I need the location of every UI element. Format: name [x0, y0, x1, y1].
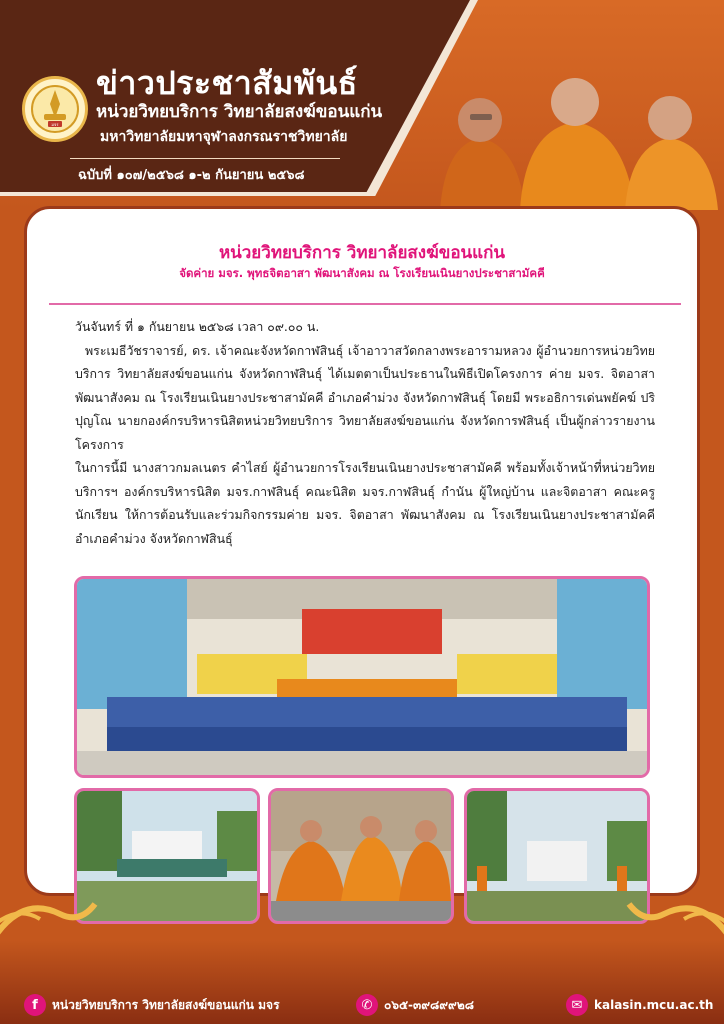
website-link[interactable]	[566, 994, 713, 1016]
issue-divider	[70, 158, 340, 159]
heading-divider	[49, 303, 681, 305]
phone-link[interactable]	[356, 994, 474, 1016]
paragraph-1: พระเมธีวัชราจารย์, ดร. เจ้าคณะจังหวัดกาฬสินธุ์ เจ้าอาวาสวัดกลางพระอารามหลวง ผู้อำนวยการหน่วยวิทยบริการ วิทยาลัยสงฆ์ขอนแก่น จังหวัดกาฬสินธุ์ ได้เมตตาเป็นประธานในพิธีเปิดโครงการ ค่าย มจร. จิตอาสา พัฒนาสังคม ณ โรงเรียนเนินยางประชาสามัคคี อำเภอคำม่วง จังหวัดกาฬสินธุ์ โดยมี พระอธิการเด่นพยัคฆ์ ปริปุญโณ นายกองค์กรบริหารนิสิตหน่วยวิทยบริการ วิทยาลัยสงฆ์ขอนแก่น จังหวัดการฬสินธุ์ เป็นผู้กล่าวรายงานโครงการ	[75, 342, 655, 452]
photo-monks-seated	[268, 788, 454, 924]
article-subheading: จัดค่าย มจร. พุทธจิตอาสา พัฒนาสังคม ณ โรงเรียนเนินยางประชาสามัคคี	[179, 266, 545, 280]
phone-icon: ✆	[356, 994, 378, 1016]
logo-text: มจร	[51, 122, 59, 127]
article-heading: หน่วยวิทยบริการ วิทยาลัยสงฆ์ขอนแก่น	[218, 243, 506, 263]
phone-label: ๐๖๕-๓๙๘๙๙๒๘	[384, 997, 474, 1012]
photo-monks-image	[271, 791, 451, 921]
college-logo	[22, 76, 88, 142]
website-label: kalasin.mcu.ac.th	[594, 998, 714, 1012]
emblem-icon	[30, 84, 80, 134]
group-photo	[74, 576, 650, 778]
group-photo-image	[77, 579, 647, 775]
paragraph-2: ในการนี้มี นางสาวกมลเนตร คำไสย์ ผู้อำนวยการโรงเรียนเนินยางประชาสามัคคี พร้อมทั้งเจ้าหน้าที่หน่วยวิทยบริการฯ องค์กรบริหารนิสิต มจร.กาฬสินธุ์ คณะนิสิต มจร.กาฬสินธุ์ กำนัน ผู้ใหญ่บ้าน และจิตอาสา คณะครูนักเรียน ให้การต้อนรับและร่วมกิจกรรมค่าย มจร. จิตอาสา พัฒนาสังคม ณ โรงเรียนเนินยางประชาสามัคคี อำเภอคำม่วง จังหวัดกาฬสินธุ์	[75, 460, 655, 546]
monks-photo	[430, 50, 720, 210]
facebook-label: หน่วยวิทยบริการ วิทยาลัยสงฆ์ขอนแก่น มจร	[52, 997, 280, 1012]
photo-monument	[464, 788, 650, 924]
photo-monument-image	[467, 791, 647, 921]
university-name: มหาวิทยาลัยมหาจุฬาลงกรณราชวิทยาลัย	[100, 129, 348, 145]
unit-name: หน่วยวิทยบริการ วิทยาลัยสงฆ์ขอนแก่น	[96, 102, 383, 122]
issue-number: ฉบับที่ ๑๐๗/๒๕๖๘ ๑-๒ กันยายน ๒๕๖๘	[78, 168, 305, 183]
mail-icon: ✉	[566, 994, 588, 1016]
facebook-link[interactable]	[24, 994, 280, 1016]
date-line: วันจันทร์ ที่ ๑ กันยายน ๒๕๖๘ เวลา ๐๙.๐๐ น.	[75, 319, 320, 334]
article-body	[75, 315, 655, 550]
page-title: ข่าวประชาสัมพันธ์	[96, 64, 358, 102]
photo-ceremony	[74, 788, 260, 924]
facebook-icon: f	[24, 994, 46, 1016]
photo-ceremony-image	[77, 791, 257, 921]
